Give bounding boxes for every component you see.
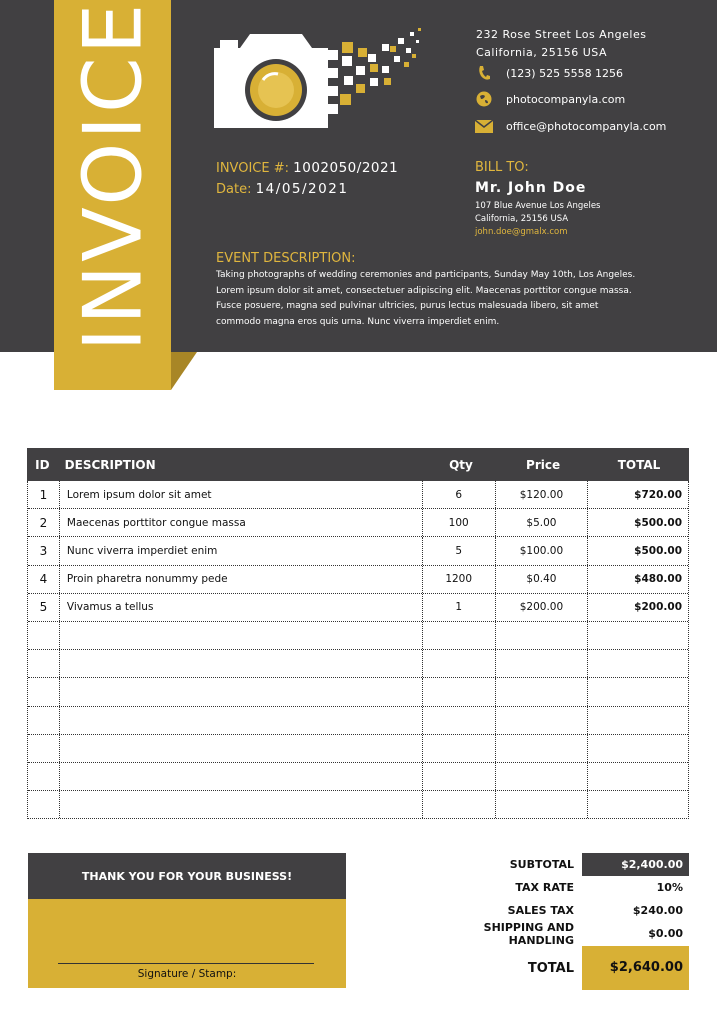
signature-label: Signature / Stamp: xyxy=(137,968,237,980)
row-description xyxy=(59,537,422,564)
invoice-date: 14/05/2021 xyxy=(255,181,349,197)
shipping-value: $0.00 xyxy=(648,927,683,940)
event-description-line1: Taking photographs of wedding ceremonies and participants, Sunday May 10th, Los Angeles. xyxy=(216,270,636,280)
total-row xyxy=(430,946,689,990)
row-description xyxy=(59,566,422,593)
table-body xyxy=(27,481,689,819)
row-id: 2 xyxy=(39,515,48,530)
row-description-text: Nunc viverra imperdiet enim xyxy=(66,544,218,557)
mail-icon xyxy=(474,118,494,134)
row-qty: 1200 xyxy=(422,566,495,593)
invoice-number-row xyxy=(216,158,398,179)
row-total: $500.00 xyxy=(587,509,688,536)
event-description-line4: commodo magna eros quis urna. Nunc viverra imperdiet enim. xyxy=(216,316,500,327)
thank-you-banner xyxy=(28,853,346,899)
table-row-empty xyxy=(28,621,688,649)
row-description xyxy=(59,481,422,508)
company-phone-row xyxy=(474,64,623,82)
row-total: $480.00 xyxy=(587,566,688,593)
company-website[interactable]: photocompanyla.com xyxy=(506,92,626,106)
bill-to-label: BILL TO: xyxy=(475,160,529,175)
bill-to xyxy=(475,158,600,239)
tax-rate-value: 10% xyxy=(656,881,683,894)
thank-you-text: THANK YOU FOR YOUR BUSINESS! xyxy=(81,869,293,883)
row-total: $200.00 xyxy=(587,594,688,621)
header-qty: Qty xyxy=(449,457,473,472)
row-price: $0.40 xyxy=(495,566,588,593)
subtotal-label: SUBTOTAL xyxy=(509,858,574,871)
table-row-empty xyxy=(28,677,688,705)
company-email-row xyxy=(474,117,666,135)
invoice-banner-text: INVOICE xyxy=(66,0,159,352)
invoice-banner-title xyxy=(54,0,171,352)
total-value: $2,640.00 xyxy=(582,946,689,990)
row-qty: 6 xyxy=(422,481,495,508)
shipping-row xyxy=(430,922,689,945)
table-row-empty xyxy=(28,706,688,734)
tax-rate-label: TAX RATE xyxy=(515,881,574,894)
company-phone: (123) 525 5558 1256 xyxy=(506,66,624,80)
row-description-text: Proin pharetra nonummy pede xyxy=(66,573,228,586)
table-row-empty xyxy=(28,790,688,818)
table-row xyxy=(28,536,688,564)
row-id: 1 xyxy=(39,487,48,502)
row-qty: 100 xyxy=(422,509,495,536)
header-description: DESCRIPTION xyxy=(64,457,156,472)
row-description-text: Vivamus a tellus xyxy=(66,601,154,614)
shipping-label: SHIPPING AND HANDLING xyxy=(483,920,574,947)
row-price: $5.00 xyxy=(495,509,588,536)
header-price: Price xyxy=(526,457,561,472)
row-qty: 1 xyxy=(422,594,495,621)
company-address xyxy=(476,26,646,62)
row-description xyxy=(59,509,422,536)
sales-tax-row xyxy=(430,899,689,922)
bill-to-address-line1: 107 Blue Avenue Los Angeles xyxy=(475,201,601,211)
globe-icon xyxy=(474,91,494,107)
table-row xyxy=(28,565,688,593)
subtotal-row xyxy=(430,853,689,876)
event-description-line3: Fusce posuere, magna sed pulvinar ultricies, purus lectus malesuada libero, sit amet xyxy=(216,301,599,311)
company-email[interactable]: office@photocompanyla.com xyxy=(506,119,667,133)
row-id: 4 xyxy=(39,572,48,587)
phone-icon xyxy=(474,65,494,81)
row-total: $500.00 xyxy=(587,537,688,564)
company-address-line2: California, 25156 USA xyxy=(476,46,607,59)
row-description-text: Maecenas porttitor congue massa xyxy=(66,516,246,529)
table-row xyxy=(28,508,688,536)
items-table xyxy=(27,448,689,819)
invoice-date-row xyxy=(216,179,398,200)
sales-tax-value: $240.00 xyxy=(632,904,683,917)
invoice-meta xyxy=(216,158,398,200)
header-id: ID xyxy=(35,457,50,472)
table-row xyxy=(28,593,688,621)
table-row-empty xyxy=(28,762,688,790)
sales-tax-label: SALES TAX xyxy=(507,904,574,917)
invoice-date-label: Date: xyxy=(216,182,252,197)
row-description xyxy=(59,594,422,621)
row-id: 5 xyxy=(39,600,48,615)
table-header xyxy=(27,448,689,481)
event-description xyxy=(216,250,686,330)
header-total: TOTAL xyxy=(617,457,661,472)
row-price: $200.00 xyxy=(495,594,588,621)
row-description-text: Lorem ipsum dolor sit amet xyxy=(66,488,212,501)
banner-fold xyxy=(171,352,197,390)
company-address-line1: 232 Rose Street Los Angeles xyxy=(476,28,647,41)
subtotal-value: $2,400.00 xyxy=(582,853,689,876)
bill-to-name: Mr. John Doe xyxy=(475,180,587,196)
total-label: TOTAL xyxy=(527,960,574,976)
row-price: $100.00 xyxy=(495,537,588,564)
row-qty: 5 xyxy=(422,537,495,564)
bill-to-address-line2: California, 25156 USA xyxy=(475,214,569,224)
event-description-label: EVENT DESCRIPTION: xyxy=(216,251,356,266)
invoice-number: 1002050/2021 xyxy=(293,160,399,176)
table-row xyxy=(28,481,688,508)
row-id: 3 xyxy=(39,543,48,558)
signature-line xyxy=(58,963,314,964)
signature-box xyxy=(28,899,346,988)
company-website-row xyxy=(474,90,625,108)
table-row-empty xyxy=(28,649,688,677)
bill-to-email[interactable]: john.doe@gmalx.com xyxy=(475,227,568,237)
table-row-empty xyxy=(28,734,688,762)
event-description-line2: Lorem ipsum dolor sit amet, consectetuer adipiscing elit. Maecenas porttitor congue massa. xyxy=(216,285,632,296)
row-total: $720.00 xyxy=(587,481,688,508)
tax-rate-row xyxy=(430,876,689,899)
invoice-number-label: INVOICE #: xyxy=(216,161,289,176)
camera-logo-icon xyxy=(210,20,430,130)
row-price: $120.00 xyxy=(495,481,588,508)
totals-panel xyxy=(430,853,689,990)
